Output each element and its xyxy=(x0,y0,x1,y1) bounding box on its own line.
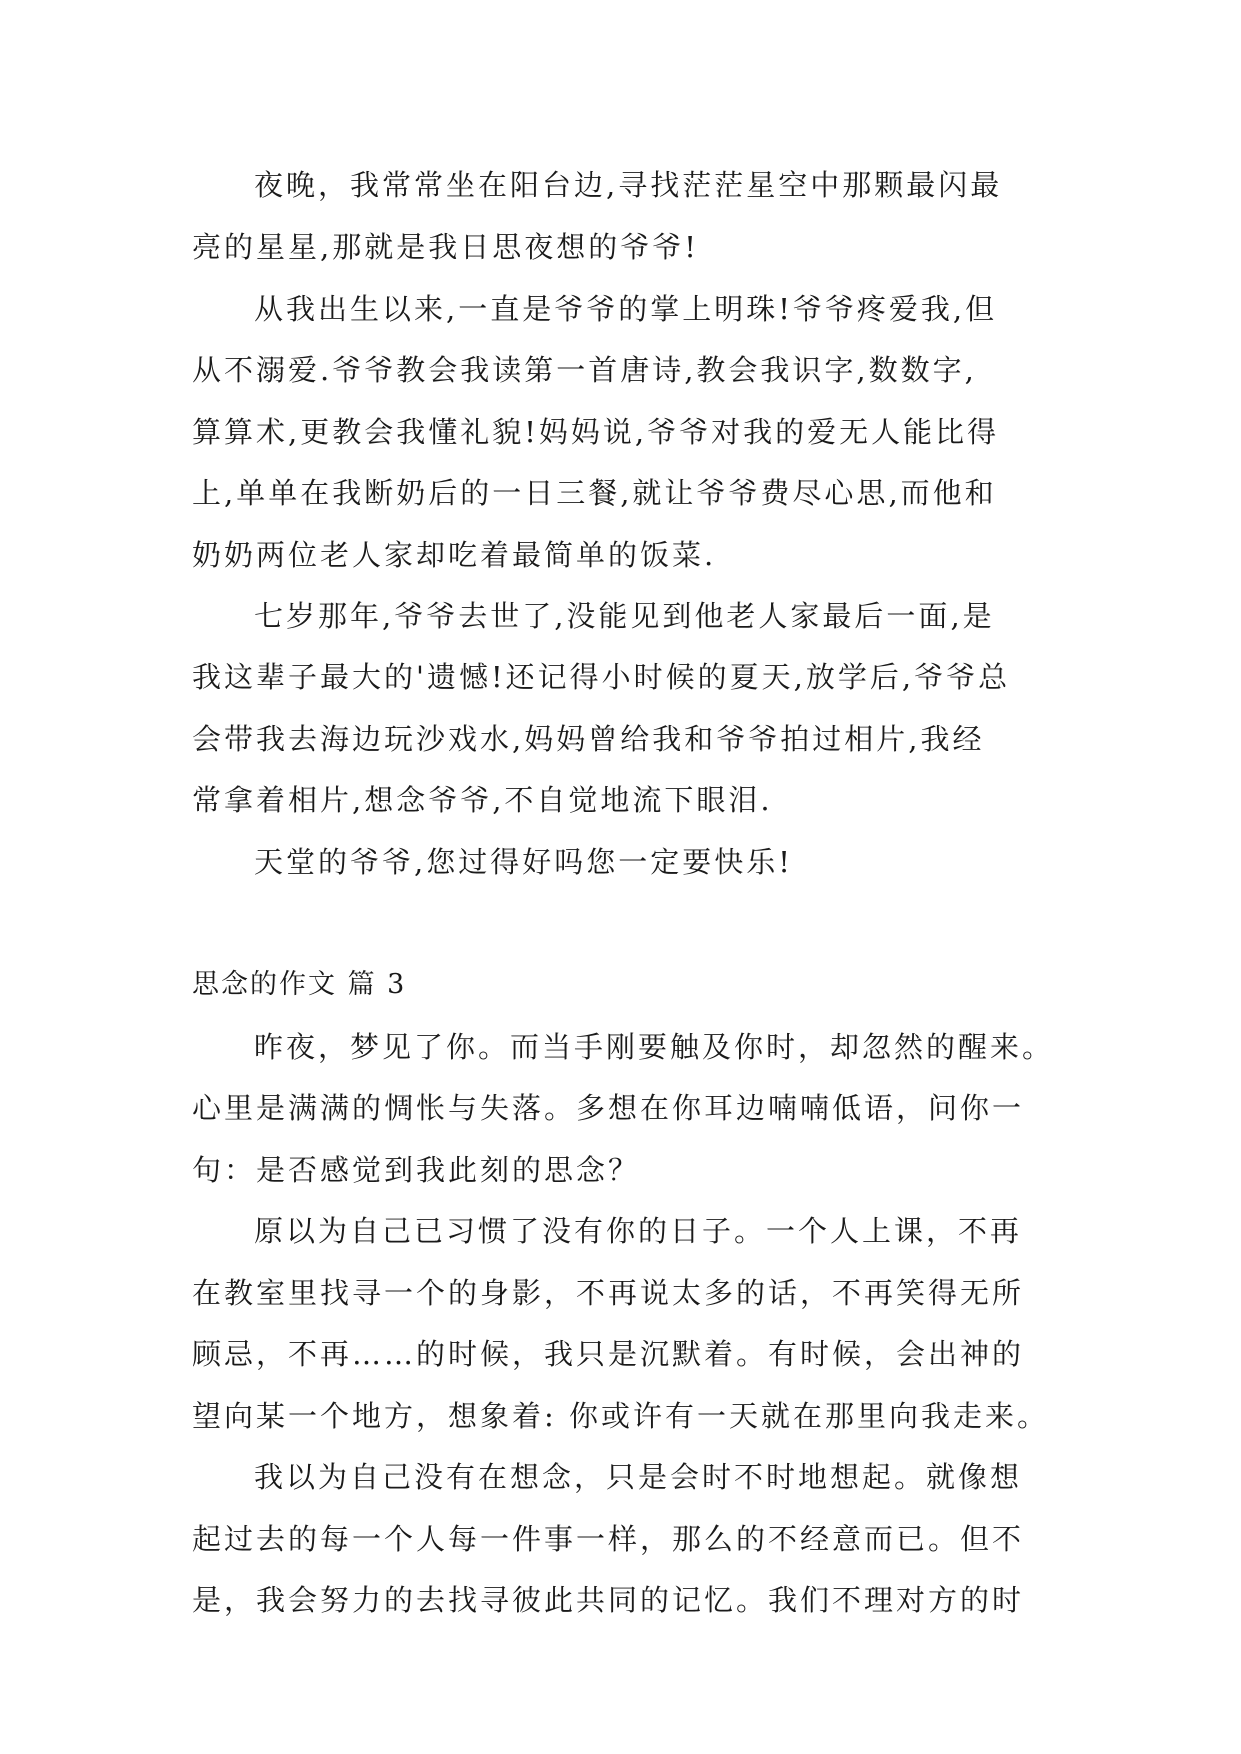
paragraph-line: 会带我去海边玩沙戏水,妈妈曾给我和爷爷拍过相片,我经 xyxy=(192,722,985,756)
paragraph-line: 天堂的爷爷,您过得好吗您一定要快乐! xyxy=(254,845,793,879)
paragraph-line: 算算术,更教会我懂礼貌!妈妈说,爷爷对我的爱无人能比得 xyxy=(192,415,1000,449)
paragraph-line: 常拿着相片,想念爷爷,不自觉地流下眼泪. xyxy=(192,783,773,817)
paragraph-line: 奶奶两位老人家却吃着最简单的饭菜. xyxy=(192,538,717,572)
paragraph-line: 从不溺爱.爷爷教会我读第一首唐诗,教会我识字,数数字, xyxy=(192,353,977,387)
paragraph-line: 昨夜，梦见了你。而当手刚要触及你时，却忽然的醒来。 xyxy=(254,1030,1055,1064)
paragraph-line: 顾忌，不再……的时候，我只是沉默着。有时候，会出神的 xyxy=(192,1337,1025,1371)
paragraph-line: 七岁那年,爷爷去世了,没能见到他老人家最后一面,是 xyxy=(254,599,995,633)
paragraph-line: 句：是否感觉到我此刻的思念？ xyxy=(192,1153,641,1187)
paragraph-line: 原以为自己已习惯了没有你的日子。一个人上课，不再 xyxy=(254,1214,1023,1248)
paragraph-line: 在教室里找寻一个的身影，不再说太多的话，不再笑得无所 xyxy=(192,1276,1025,1310)
paragraph-line: 从我出生以来,一直是爷爷的掌上明珠!爷爷疼爱我,但 xyxy=(254,292,998,326)
paragraph-line: 上,单单在我断奶后的一日三餐,就让爷爷费尽心思,而他和 xyxy=(192,476,997,510)
paragraph-line: 夜晚，我常常坐在阳台边,寻找茫茫星空中那颗最闪最 xyxy=(254,168,1003,202)
paragraph-line: 我这辈子最大的'遗憾!还记得小时候的夏天,放学后,爷爷总 xyxy=(192,660,1011,694)
section-heading: 思念的作文 篇 3 xyxy=(192,969,407,1000)
paragraph-line: 望向某一个地方，想象着: 你或许有一天就在那里向我走来。 xyxy=(192,1399,1049,1433)
paragraph-line: 起过去的每一个人每一件事一样，那么的不经意而已。但不 xyxy=(192,1522,1025,1556)
paragraph-line: 是，我会努力的去找寻彼此共同的记忆。我们不理对方的时 xyxy=(192,1583,1025,1617)
paragraph-line: 心里是满满的惆怅与失落。多想在你耳边喃喃低语，问你一 xyxy=(192,1091,1025,1125)
paragraph-line: 亮的星星,那就是我日思夜想的爷爷! xyxy=(192,230,699,264)
paragraph-line: 我以为自己没有在想念，只是会时不时地想起。就像想 xyxy=(254,1460,1023,1494)
